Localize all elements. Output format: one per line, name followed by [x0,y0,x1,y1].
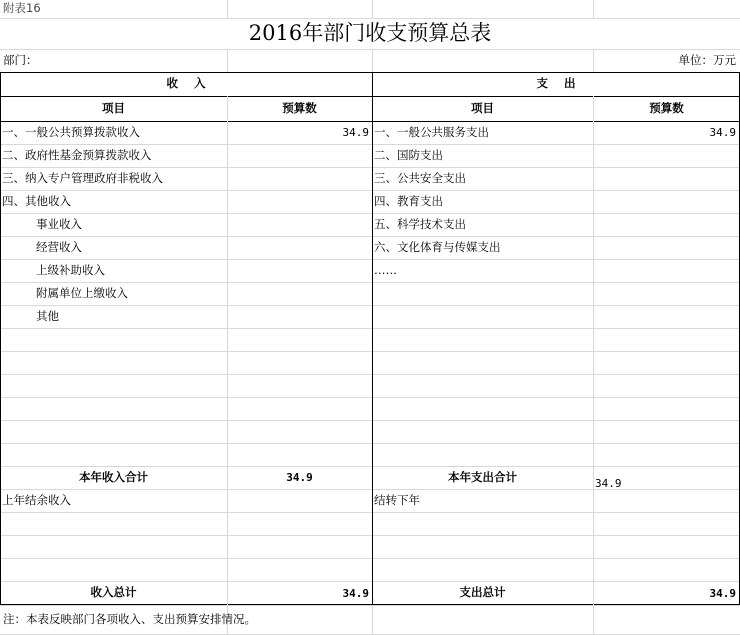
expense-grand-total: 34.9 [709,586,736,600]
year-expense-total-label: 本年支出合计 [448,469,517,484]
year-expense-total: 34.9 [595,477,622,490]
income-amount [227,236,372,259]
expense-budget-header: 预算数 [649,100,684,115]
income-item: 四、其他收入 [2,193,71,208]
income-item: 其他 [36,308,59,323]
expense-amount [593,305,740,328]
income-grand-total: 34.9 [342,586,369,600]
expense-item-header: 项目 [471,100,494,115]
carryover-income-label: 上年结余收入 [2,492,71,507]
income-item: 附属单位上缴收入 [36,285,128,300]
department-label: 部门： [3,52,38,67]
expense-item: 五、科学技术支出 [374,216,466,231]
income-item: 三、纳入专户管理政府非税收入 [2,170,163,185]
grid-line [0,328,740,329]
grid-line [227,49,228,72]
income-amount [227,282,372,305]
expense-amount: 34.9 [709,126,736,139]
income-amount [227,213,372,236]
grid-line [372,0,373,18]
expense-item [372,282,593,305]
year-income-total: 34.9 [286,471,313,484]
expense-item: 二、国防支出 [374,147,443,162]
expense-item: 六、文化体育与传媒支出 [374,239,501,254]
grid-line [0,351,740,352]
expense-amount [593,259,740,282]
sheet-tag: 附表16 [3,1,41,16]
income-amount [227,167,372,190]
grid-line [593,0,594,18]
income-amount [227,259,372,282]
expense-amount [593,167,740,190]
unit-label: 单位：万元 [678,52,736,67]
carryover-expense-label: 结转下年 [374,492,420,507]
grid-line [0,420,740,421]
expense-item: 三、公共安全支出 [374,170,466,185]
expense-amount [593,236,740,259]
expense-amount [593,190,740,213]
income-amount [227,144,372,167]
income-budget-header: 预算数 [282,100,317,115]
income-item-header: 项目 [102,100,125,115]
grid-line [0,558,740,559]
expense-item: 一、一般公共服务支出 [374,124,489,139]
expense-section-header: 支 出 [536,76,576,91]
income-item: 二、政府性基金预算拨款收入 [2,147,152,162]
grid-line [0,397,740,398]
expense-item [372,305,593,328]
expense-item: 四、教育支出 [374,193,443,208]
income-section-header: 收 入 [166,76,206,91]
grid-line [0,512,740,513]
income-amount: 34.9 [342,126,369,139]
expense-grand-total-label: 支出总计 [459,585,506,600]
income-grand-total-label: 收入总计 [90,585,137,600]
income-item: 上级补助收入 [36,262,105,277]
grid-line [227,0,228,18]
grid-line [372,49,373,72]
income-amount [227,190,372,213]
expense-amount [593,213,740,236]
income-item: 经营收入 [36,239,82,254]
income-item: 事业收入 [36,216,82,231]
expense-amount [593,144,740,167]
page-title: 2016年部门收支预算总表 [248,21,492,45]
grid-line [0,443,740,444]
income-amount [227,305,372,328]
expense-item: …… [374,262,397,277]
year-income-total-label: 本年收入合计 [79,469,148,484]
table-note: 注：本表反映部门各项收入、支出预算安排情况。 [3,611,256,626]
income-item: 一、一般公共预算拨款收入 [2,124,140,139]
grid-line [0,535,740,536]
expense-amount [593,282,740,305]
grid-line [0,374,740,375]
